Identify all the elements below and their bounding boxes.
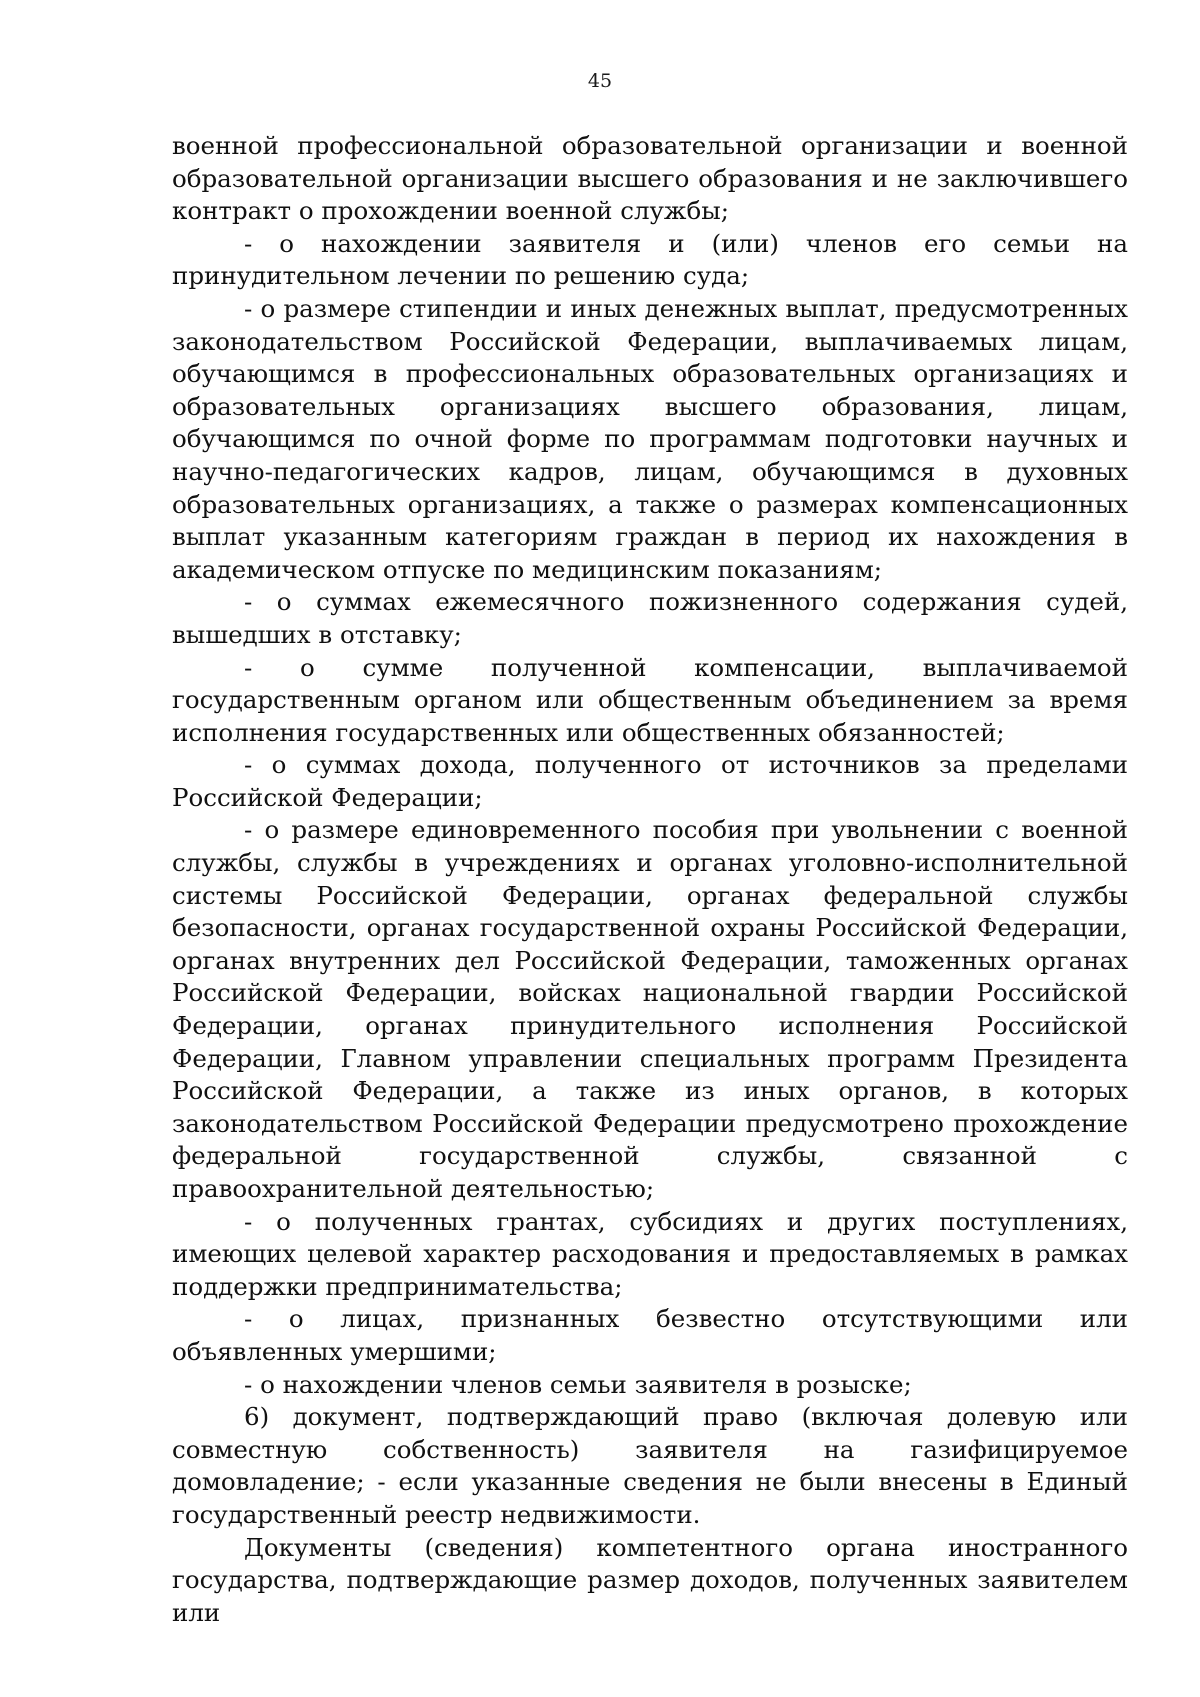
paragraph-severance-allowance: - о размере единовременного пособия при увольнении с военной службы, службы в учреждениях и органах уголовно-исполнительной системы Российской Федерации, органах федеральной службы безопасности, органах государственной охраны Российской Федерации, органах внутренних дел Российской Федерации, таможенных органах Российской Федерации, войсках национальной гвардии Российской Федерации, органах принудительного исполнения Российской Федерации, Главном управлении специальных программ Президента Российской Федерации, а также из иных органов, в которых законодательством Российской Федерации предусмотрено прохождение федеральной государственной службы, связанной с правоохранительной деятельностью;	[172, 815, 1128, 1203]
paragraph-grants: - о полученных грантах, субсидиях и других поступлениях, имеющих целевой характер расходования и предоставляемых в рамках поддержки предпринимательства;	[172, 1206, 1128, 1301]
paragraph-compensation: - о сумме полученной компенсации, выплачиваемой государственным органом или общественным объединением за время исполнения государственных или общественных обязанностей;	[172, 652, 1128, 747]
paragraph-missing-persons: - о лицах, признанных безвестно отсутствующими или объявленных умершими;	[172, 1304, 1128, 1366]
paragraph-stipend: - о размере стипендии и иных денежных выплат, предусмотренных законодательством Российской Федерации, выплачиваемых лицам, обучающимся в профессиональных образовательных организациях и образовательных организациях высшего образования, лицам, обучающимся по очной форме по программам подготовки научных и научно-педагогических кадров, лицам, обучающимся в духовных образовательных организациях, а также о размерах компенсационных выплат указанным категориям граждан в период их нахождения в академическом отпуске по медицинским показаниям;	[172, 293, 1128, 584]
paragraph-wanted-family: - о нахождении членов семьи заявителя в розыске;	[244, 1369, 912, 1399]
paragraph-compulsory-treatment: - о нахождении заявителя и (или) членов его семьи на принудительном лечении по решению суда;	[172, 228, 1128, 291]
paragraph-judges-allowance: - о суммах ежемесячного пожизненного содержания судей, вышедших в отставку;	[172, 587, 1128, 649]
paragraph-ownership-document: 6) документ, подтверждающий право (включая долевую или совместную собственность) заявителя на газифицируемое домовладение; - если указанные сведения не были внесены в Единый государственный реестр недвижимости.	[172, 1402, 1128, 1529]
document-body	[172, 130, 1128, 1629]
paragraph-continuation: военной профессиональной образовательной организации и военной образовательной организации высшего образования и не заключившего контракт о прохождении военной службы;	[172, 131, 1128, 226]
paragraph-foreign-documents: Документы (сведения) компетентного органа иностранного государства, подтверждающие размер доходов, полученных заявителем или	[172, 1532, 1128, 1627]
paragraph-foreign-income: - о суммах дохода, полученного от источников за пределами Российской Федерации;	[172, 750, 1128, 812]
page-number: 45	[587, 70, 613, 92]
